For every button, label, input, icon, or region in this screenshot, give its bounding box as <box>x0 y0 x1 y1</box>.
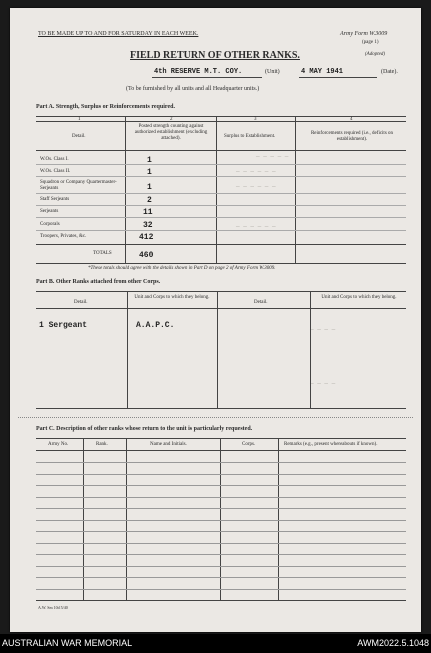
row-detail-wo2: W.Os. Class II. <box>40 169 71 174</box>
part-b-entry-detail: 1 Sergeant <box>39 321 88 330</box>
top-note: TO BE MADE UP TO AND FOR SATURDAY IN EACH WEEK. <box>38 31 199 37</box>
row-posted-wo1: 1 <box>147 156 152 165</box>
totals-rule <box>36 244 406 245</box>
part-c-header-rank: Rank. <box>96 442 108 447</box>
col-header-detail: Detail. <box>72 134 86 139</box>
part-b-col-divider-1 <box>127 291 128 408</box>
footer-right: AWM2022.5.1048 <box>357 638 429 648</box>
part-b-bottom-rule <box>36 408 406 409</box>
col-header-surplus: Surplus to Establishment. <box>224 134 276 139</box>
part-b-header-unit-2: Unit and Corps to which they belong. <box>321 295 397 300</box>
part-b-header-rule <box>36 308 406 309</box>
row-detail-troopers: Troopers, Privates, &c. <box>40 234 87 239</box>
furnish-note: (To be furnished by all units and all Headquarter units.) <box>126 86 260 92</box>
totals-value: 460 <box>139 251 154 260</box>
part-b-col-divider-3 <box>310 291 311 408</box>
adopted-label: (Adopted) <box>365 52 385 57</box>
col-number-2: 2 <box>170 117 173 122</box>
form-sheet <box>10 8 421 632</box>
part-b-header-detail-1: Detail. <box>74 300 88 305</box>
part-c-header-remarks: Remarks (e.g., present whereabouts if known). <box>284 442 378 447</box>
date-underline <box>299 77 377 78</box>
bleed-through-text: — — — — <box>310 380 336 387</box>
part-b-entry-unit: A.A.P.C. <box>136 321 175 330</box>
row-posted-cpl: 32 <box>143 221 153 230</box>
part-b-col-divider-2 <box>217 291 218 408</box>
unit-label: (Unit) <box>265 69 280 75</box>
part-a-bottom-rule <box>36 263 406 264</box>
part-c-top-rule <box>36 438 406 439</box>
archive-footer <box>0 634 431 653</box>
unit-underline <box>152 77 262 78</box>
part-a-col-divider-3 <box>295 116 296 263</box>
row-posted-wo2: 1 <box>147 168 152 177</box>
part-c-header-name: Name and Initials. <box>150 442 187 447</box>
part-b-header-detail-2: Detail. <box>254 300 268 305</box>
page-title: FIELD RETURN OF OTHER RANKS. <box>130 50 300 61</box>
row-posted-troopers: 412 <box>139 233 154 242</box>
totals-footnote: *These totals should agree with the details shown in Part D on page 2 of Army Form W.3009. <box>88 266 276 271</box>
part-a-heading: Part A. Strength, Surplus or Reinforcements required. <box>36 104 175 110</box>
col-number-4: 4 <box>350 117 353 122</box>
bleed-through-text: — — — — — — <box>236 168 276 175</box>
row-posted-sgt: 11 <box>143 208 153 217</box>
part-c-header-corps: Corps. <box>242 442 256 447</box>
col-header-reinforcements: Reinforcements required (i.e., deficits on establishment). <box>310 131 394 142</box>
col-number-3: 3 <box>254 117 257 122</box>
col-number-1: 1 <box>78 117 81 122</box>
form-number: Army Form W.3009 <box>340 31 388 37</box>
part-c-bottom-rule <box>36 600 406 601</box>
part-b-top-rule <box>36 291 406 292</box>
row-detail-sgt: Serjeants <box>40 209 59 214</box>
totals-label: TOTALS <box>93 251 112 256</box>
unit-value: 4th RESERVE M.T. COY. <box>154 68 243 76</box>
bleed-through-text: — — — — — — <box>236 223 276 230</box>
page-number: (page 1) <box>362 40 379 45</box>
bleed-through-text: — — — — <box>310 326 336 333</box>
date-value: 4 MAY 1941 <box>301 68 344 76</box>
bleed-through-text: — — — — — <box>256 153 289 160</box>
row-detail-cqms: Squadron or Company Quartermaster-Serjeants <box>40 180 117 191</box>
row-detail-wo1: W.Os. Class I. <box>40 157 69 162</box>
bleed-through-text: — — — — — — <box>236 183 276 190</box>
row-posted-cqms: 1 <box>147 183 152 192</box>
row-posted-staff-sgt: 2 <box>147 196 152 205</box>
part-a-header-rule <box>36 150 406 151</box>
perforation-line <box>18 417 413 418</box>
part-a-col-divider-1 <box>125 116 126 263</box>
part-c-header-rule <box>36 450 406 451</box>
footer-left: AUSTRALIAN WAR MEMORIAL <box>2 638 133 648</box>
row-detail-cpl: Corporals <box>40 222 60 227</box>
part-c-header-army-no: Army No. <box>48 442 69 447</box>
part-b-header-unit-1: Unit and Corps to which they belong. <box>134 295 210 300</box>
date-label: (Date). <box>381 69 398 75</box>
part-c-heading: Part C. Description of other ranks whose return to the unit is particularly requested. <box>36 426 253 432</box>
col-header-posted: Posted strength counting against authorized establishment (excluding attached). <box>134 124 208 141</box>
part-a-col-divider-2 <box>216 116 217 263</box>
part-b-heading: Part B. Other Ranks attached from other Corps. <box>36 279 161 285</box>
row-detail-staff-sgt: Staff Serjeants <box>40 197 70 202</box>
print-code: A.W. Sm 10d 5/40 <box>38 605 68 610</box>
